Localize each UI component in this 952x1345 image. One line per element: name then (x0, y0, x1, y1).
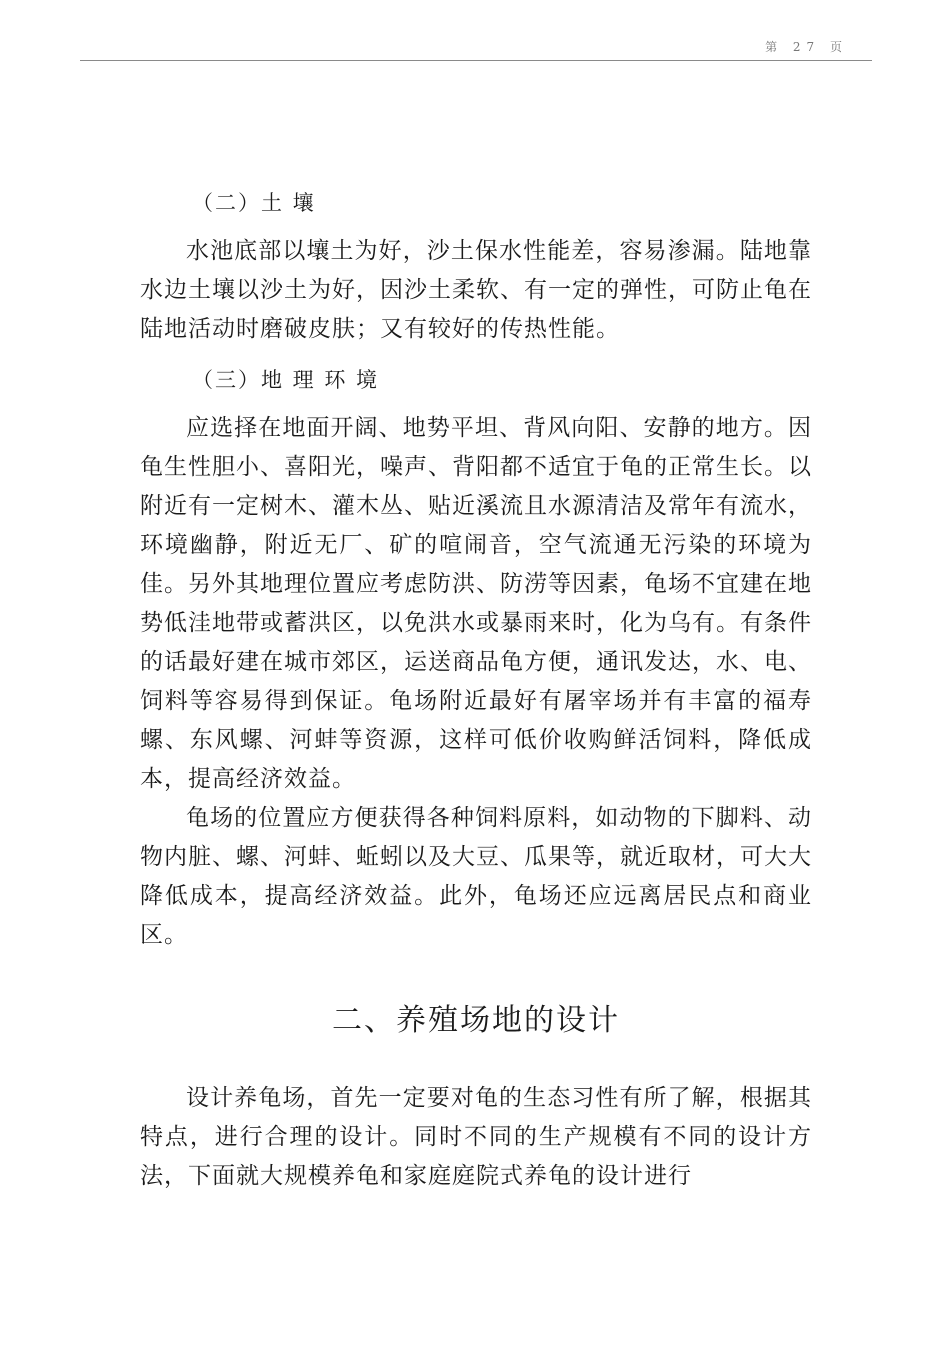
section-heading-environment: （三）地 理 环 境 (192, 368, 380, 392)
chapter-heading-design: 二、养殖场地的设计 (332, 1003, 620, 1038)
paragraph-soil: 水池底部以壤土为好，沙土保水性能差，容易渗漏。陆地靠水边土壤以沙土为好，因沙土柔软、有一定的弹性，可防止龟在陆地活动时磨破皮肤；又有较好的传热性能。 (140, 238, 812, 342)
document-body (140, 184, 812, 1196)
paragraph-design: 设计养龟场，首先一定要对龟的生态习性有所了解，根据其特点，进行合理的设计。同时不同的生产规模有不同的设计方法，下面就大规模养龟和家庭庭院式养龟的设计进行 (140, 1085, 812, 1189)
page-number: 第 27 页 (765, 40, 848, 54)
paragraph-environment-1: 应选择在地面开阔、地势平坦、背风向阳、安静的地方。因龟生性胆小、喜阳光，噪声、背阳都不适宜于龟的正常生长。以附近有一定树木、灌木丛、贴近溪流且水源清洁及常年有流水，环境幽静，附近无厂、矿的喧闹音，空气流通无污染的环境为佳。另外其地理位置应考虑防洪、防涝等因素，龟场不宜建在地势低洼地带或蓄洪区，以免洪水或暴雨来时，化为乌有。有条件的话最好建在城市郊区，运送商品龟方便，通讯发达，水、电、饲料等容易得到保证。龟场附近最好有屠宰场并有丰富的福寿螺、东风螺、河蚌等资源，这样可低价收购鲜活饲料，降低成本，提高经济效益。 (140, 415, 812, 792)
section-heading-soil: （二）土 壤 (192, 191, 316, 215)
header-divider (80, 60, 872, 61)
paragraph-environment-2: 龟场的位置应方便获得各种饲料原料，如动物的下脚料、动物内脏、螺、河蚌、蚯蚓以及大豆、瓜果等，就近取材，可大大降低成本，提高经济效益。此外，龟场还应远离居民点和商业区。 (140, 805, 812, 948)
